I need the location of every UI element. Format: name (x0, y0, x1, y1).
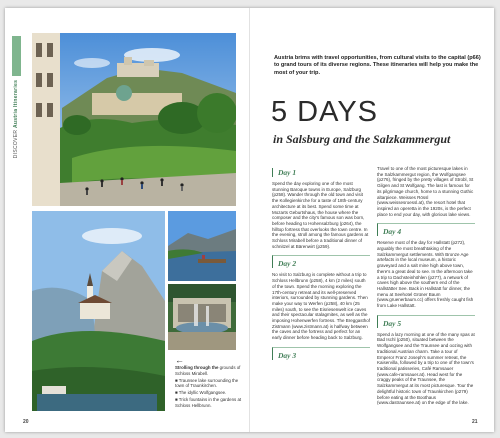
page-number-right: 21 (472, 419, 478, 425)
caption-2: ■ Traunsee lake surrounding the town of Traunkirchen. (175, 377, 239, 388)
intro-text: Austria brims with travel opportunities, from cultural visits to the capital (p66) to grand tours of its diverse regions. These itineraries will help you make the most of your trip. (274, 55, 481, 76)
day-5-text: Spend a lazy morning at one of the many spas at Bad Ischl (p250), situated between the Wolfgangsee and the Traunsee and oozing with traditional Austrian charm. Take a tour of Emperor Franz Joseph's summer retreat, the Kaiservilla, followed by a trip to one of the town's traditional patisseries, Café Ramsauer (www.cafe-ramsauer.at). Head west for the craggy peaks of the Traunsee, the Salzkammergut at its most picturesque. Tour the delightful historic town of Traunkirchen (p279) before eating at the Boothaus (www.dastraunsee.at) on the edge of the lake. (377, 331, 475, 406)
day-3-text: Travel to one of the most picturesque lakes in the Salzkammergut region, the Wolfgangsee (p276), fringed by the pretty villages of Strobl, St Gilgen and St Wolfgang. The last is famous for its pilgrimage church, home to a stunning Gothic altarpiece. Weisses Rössl (www.weissesroessl.at), the resort hotel that inspired an operetta in the 1920s, is the perfect place to end your day, with glorious lake views. (377, 166, 474, 217)
page-title: 5 DAYS (271, 96, 379, 128)
page-subtitle: in Salsburg and the Salzkammergut (273, 132, 451, 146)
photo-captions (175, 356, 243, 410)
day-3-heading: Day 3 (272, 347, 370, 360)
day-2-text: No visit to Salzburg is complete without a trip to Schloss Hellbrunn (p258), 4 km (2 miles) south of the town. Spend the morning exploring the 17th-century retreat and its well-preserved interiors, surrounded by stunning gardens. Then make your way to Werfen (p258), 40 km (25 miles) south, to see the Eisriesenwelt ice caves and their spectacular stalagmites, as well as the imposing Hohenwerfen fortress. The Breggasthof Zistmann (www.zistmann.at) is halfway between the caves and the fortress and perfect for an early dinner before heading back to Salzburg. (272, 272, 370, 341)
section-label (13, 64, 19, 174)
section-label-discover: DISCOVER (13, 129, 19, 159)
photo-hellbrunn-fountains (168, 284, 236, 350)
day-1-text: Spend the day exploring one of the most stunning Baroque towns in Europe, Salzburg (p258). Wander through the old town and visit the Kollegienkirche for a taste of 18th-century architecture at its best. Spend some time at Mozarts Geburtshaus, the house where the composer and the city's famous son was born, before heading to Hohensalzburg (p264), the hilltop fortress that overlooks the town centre. In the evening, stroll among the famous gardens at Schloss Mirabell before a traditional dinner of schnitzel at Bärenwirt (p259). (272, 181, 369, 249)
page-gutter (249, 8, 250, 432)
day-2-heading: Day 2 (272, 255, 370, 268)
section-label-title: Austria Itineraries (13, 79, 19, 128)
caption-4-marker: ■ (175, 397, 178, 402)
photo-mirabell-gardens (32, 33, 236, 206)
day-4-heading: Day 4 (377, 223, 475, 236)
caption-3-marker: ■ (175, 390, 178, 395)
caption-4: ■ Trick fountains in the gardens at Schloss Hellbrunn. (175, 397, 242, 408)
caption-1: Strolling through the grounds of Schloss Mirabell. (175, 365, 241, 376)
caption-3: ■ The idyllic Wolfgangsee. (175, 390, 227, 395)
caption-1-title: Strolling through the (175, 365, 219, 370)
caption-2-marker: ■ (175, 377, 178, 383)
book-spread (5, 8, 494, 432)
itinerary-column-left (272, 166, 370, 364)
day-5-heading: Day 5 (377, 315, 475, 328)
page-number-left: 20 (23, 419, 29, 425)
day-1-heading: Day 1 (272, 168, 370, 177)
photo-traunkirchen (32, 211, 165, 411)
itinerary-column-right (377, 166, 475, 412)
arrow-left-icon: ← (175, 355, 184, 365)
day-4-text: Reserve most of the day for Hallstatt (p272), arguably the most breathtaking of the Salzkammergut settlements. With Bronze Age artefacts in the local museum, a historic graveyard and a salt mine high above town, there's a great deal to see. In the afternoon take a trip to Dachsteinhöhlen (p277), a network of caves high above the southern end of the Hallstätter See. Back in Hallstatt for dinner, the menu at Seehotel Grüner Baum (www.gruenerbaum.cc) offers freshly caught fish from Lake Hallstatt. (377, 240, 474, 309)
photo-wolfgangsee (168, 211, 236, 281)
